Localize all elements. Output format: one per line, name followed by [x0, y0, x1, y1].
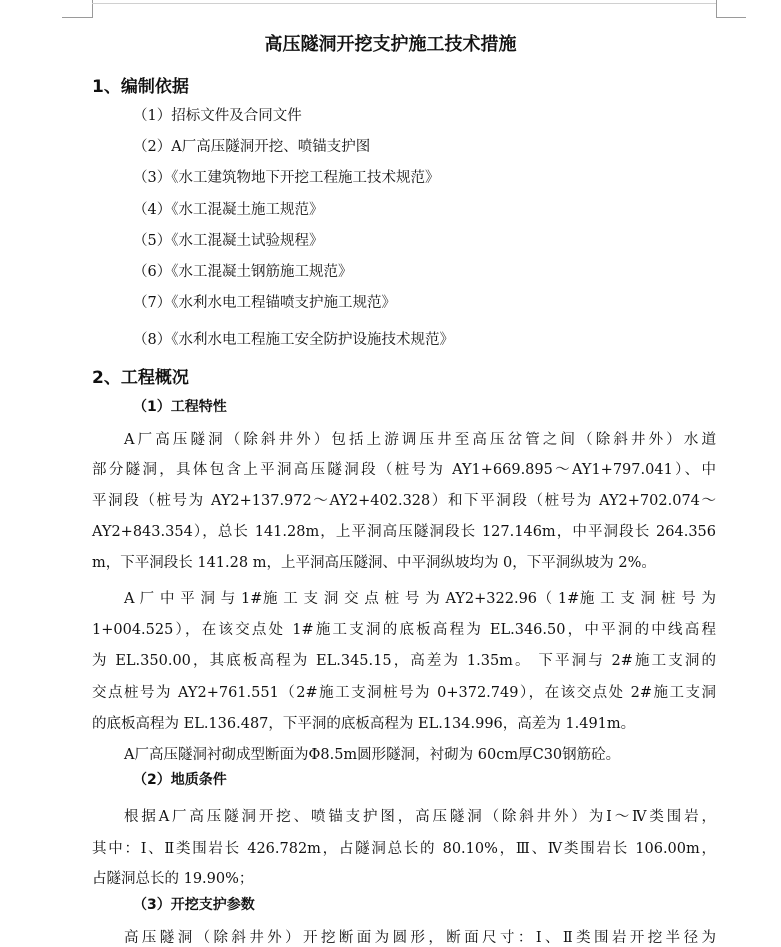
paragraph-line: 平洞段（桩号为 AY2+137.972～AY2+402.328）和下平洞段（桩号为 AY2+702.074～	[92, 493, 716, 509]
basis-item-6: （6）《水工混凝土钢筋施工规范》	[133, 264, 353, 280]
document-title: 高压隧洞开挖支护施工技术措施	[264, 34, 517, 55]
crop-mark-top-right-h	[716, 17, 746, 18]
paragraph-line: 1+004.525），在该交点处 1#施工支洞的底板高程为 EL.346.50，中平洞的中线高程	[92, 622, 716, 638]
subsection-heading-characteristics: （1）工程特性	[133, 399, 227, 415]
page-top-edge	[92, 3, 716, 4]
basis-item-8: （8）《水利水电工程施工安全防护设施技术规范》	[133, 332, 454, 348]
paragraph-line: 的底板高程为 EL.136.487，下平洞的底板高程为 EL.134.996，高差为 1.491m。	[92, 716, 636, 732]
paragraph-line: A厂高压隧洞（除斜井外）包括上游调压井至高压岔管之间（除斜井外）水道	[124, 432, 716, 448]
basis-item-1: （1）招标文件及合同文件	[133, 108, 302, 124]
paragraph-line: 部分隧洞，具体包含上平洞高压隧洞段（桩号为 AY1+669.895～AY1+797.041）、中	[92, 462, 716, 478]
basis-item-3: （3）《水工建筑物地下开挖工程施工技术规范》	[133, 170, 440, 186]
basis-item-4: （4）《水工混凝土施工规范》	[133, 202, 324, 218]
crop-mark-top-right-v	[716, 0, 717, 18]
paragraph-line: A 厂 中 平 洞 与 1#施 工 支 洞 交 点 桩 号 为 AY2+322.96（ 1#施 工 支 洞 桩 号 为	[124, 591, 716, 607]
basis-item-2: （2）A厂高压隧洞开挖、喷锚支护图	[133, 139, 371, 155]
paragraph-line: A厂高压隧洞衬砌成型断面为Φ8.5m圆形隧洞，衬砌为 60cm厚C30钢筋砼。	[124, 747, 621, 763]
basis-item-5: （5）《水工混凝土试验规程》	[133, 233, 324, 249]
paragraph-line: 根据A厂高压隧洞开挖、喷锚支护图，高压隧洞（除斜井外）为Ⅰ～Ⅳ类围岩，	[124, 809, 716, 825]
subsection-heading-excavation: （3）开挖支护参数	[133, 897, 255, 913]
paragraph-line: AY2+843.354），总长 141.28m，上平洞高压隧洞段长 127.146m，中平洞段长 264.356	[92, 524, 716, 540]
subsection-heading-geology: （2）地质条件	[133, 772, 227, 788]
section-heading-overview: 2、工程概况	[92, 368, 189, 388]
paragraph-line: 高压隧洞（除斜井外）开挖断面为圆形，断面尺寸：Ⅰ、Ⅱ类围岩开挖半径为	[124, 930, 716, 946]
paragraph-line: 为 EL.350.00，其底板高程为 EL.345.15，高差为 1.35m。 下平洞与 2#施工支洞的	[92, 653, 716, 669]
section-heading-basis: 1、编制依据	[92, 77, 189, 97]
crop-mark-top-left-h	[62, 17, 92, 18]
basis-item-7: （7）《水利水电工程锚喷支护施工规范》	[133, 295, 396, 311]
paragraph-line: 其中：Ⅰ、Ⅱ类围岩长 426.782m，占隧洞总长的 80.10%，Ⅲ、Ⅳ类围岩长 106.00m，	[92, 841, 716, 857]
paragraph-line: 交点桩号为 AY2+761.551（2#施工支洞桩号为 0+372.749），在该交点处 2#施工支洞	[92, 685, 716, 701]
paragraph-line: 占隧洞总长的 19.90%；	[92, 871, 254, 887]
paragraph-line: m，下平洞段长 141.28 m，上平洞高压隧洞、中平洞纵坡均为 0，下平洞纵坡为 2%。	[92, 555, 656, 571]
